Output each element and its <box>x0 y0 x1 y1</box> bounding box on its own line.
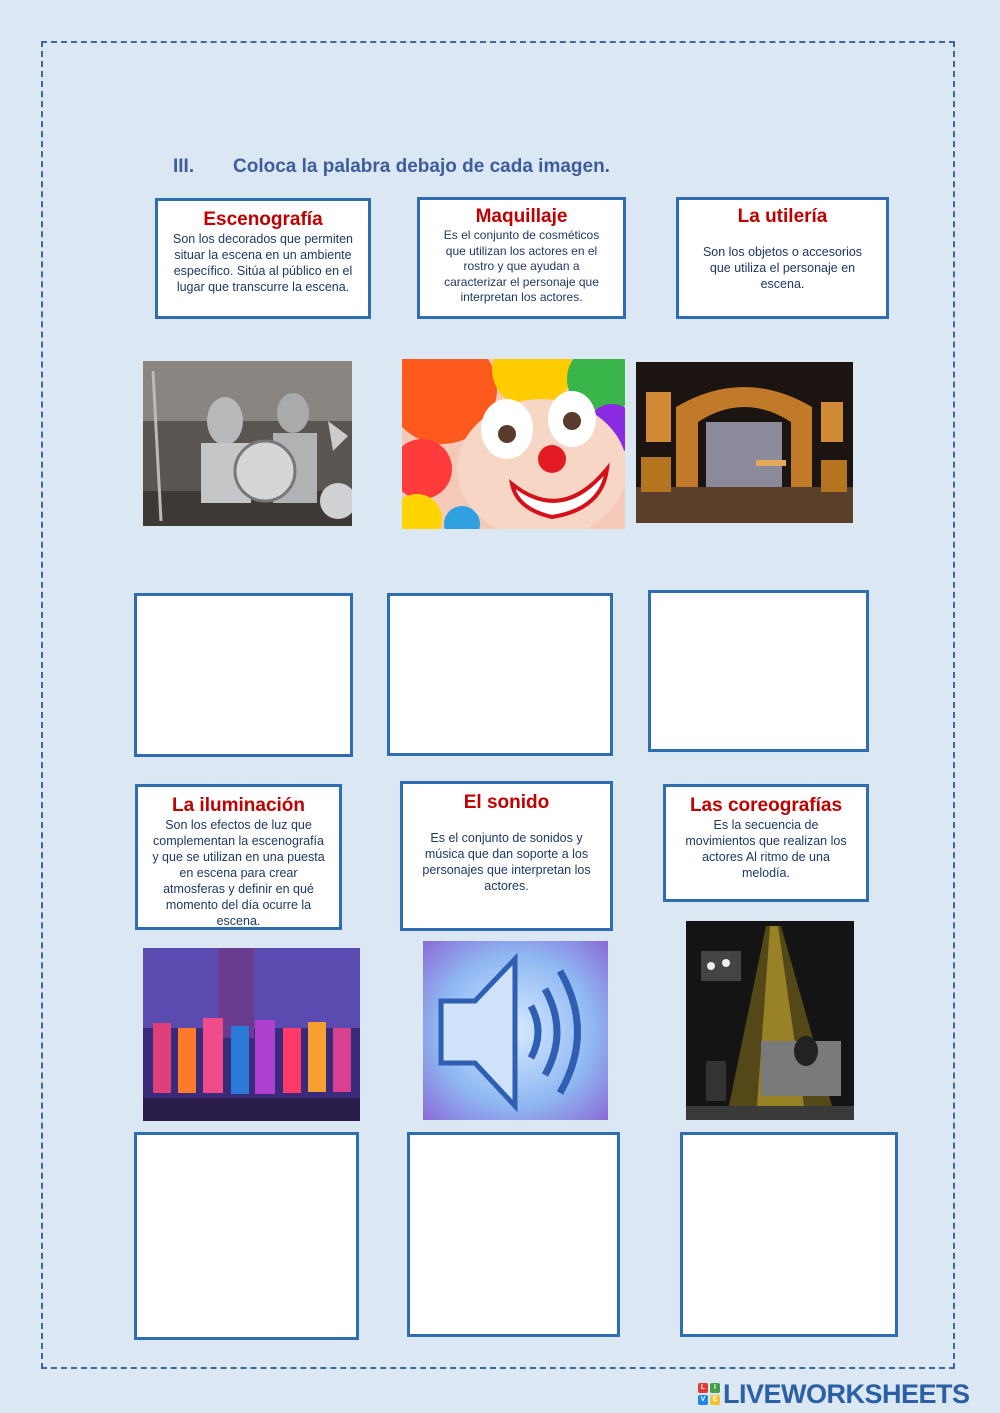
answer-box-4[interactable] <box>134 1132 359 1340</box>
liveworksheets-logo <box>698 1380 970 1408</box>
card-title: Escenografía <box>203 209 323 230</box>
card-title: Las coreografías <box>689 795 843 816</box>
card-description: Son los decorados que permiten situar la escena en un ambiente específico. Sitúa al público en el lugar que transcurre la escena. <box>173 232 353 294</box>
card-escenografia[interactable] <box>155 198 371 319</box>
logo-mark-letter: E <box>710 1395 720 1405</box>
answer-box-2[interactable] <box>387 593 613 756</box>
stage-lighting-image <box>686 921 854 1120</box>
heading-number: III. <box>173 156 195 177</box>
card-maquillaje[interactable] <box>417 197 626 319</box>
card-sonido[interactable] <box>400 781 613 931</box>
answer-box-3[interactable] <box>648 590 869 752</box>
card-title: El sonido <box>463 792 550 813</box>
card-title: Maquillaje <box>475 206 568 227</box>
card-coreografias[interactable] <box>663 784 869 902</box>
instruction-heading <box>173 156 610 178</box>
armor-actors-image <box>143 361 352 526</box>
logo-mark <box>698 1383 720 1405</box>
card-title: La utilería <box>737 206 828 227</box>
logo-mark-letter: L <box>698 1383 708 1393</box>
logo-mark-letter: I <box>710 1383 720 1393</box>
answer-box-6[interactable] <box>680 1132 898 1337</box>
logo-text: LIVEWORKSHEETS <box>723 1378 970 1409</box>
clown-makeup-image <box>402 359 625 529</box>
card-description: Son los efectos de luz que complementan la escenografía y que se utilizan en una puesta en escena para crear atmosferas y definir en qué momento del día ocurre la escena. <box>152 818 325 928</box>
answer-box-5[interactable] <box>407 1132 620 1337</box>
card-description: Es el conjunto de sonidos y música que dan soporte a los personajes que interpretan los actores. <box>422 831 591 893</box>
card-title: La iluminación <box>171 795 306 816</box>
card-iluminacion[interactable] <box>135 784 342 930</box>
logo-mark-letter: V <box>698 1395 708 1405</box>
sound-speaker-image <box>423 941 608 1120</box>
heading-text: Coloca la palabra debajo de cada imagen. <box>233 156 610 177</box>
card-description: Son los objetos o accesorios que utiliza el personaje en escena. <box>702 245 863 291</box>
answer-box-1[interactable] <box>134 593 353 757</box>
card-description: Es la secuencia de movimientos que realizan los actores Al ritmo de una melodía. <box>685 818 847 880</box>
dancers-image <box>143 948 360 1121</box>
card-description: Es el conjunto de cosméticos que utilizan los actores en el rostro y que ayudan a caracterizar el personaje que interpretan los actores. <box>443 228 600 304</box>
card-utileria[interactable] <box>676 197 889 319</box>
stage-set-image <box>636 362 853 523</box>
